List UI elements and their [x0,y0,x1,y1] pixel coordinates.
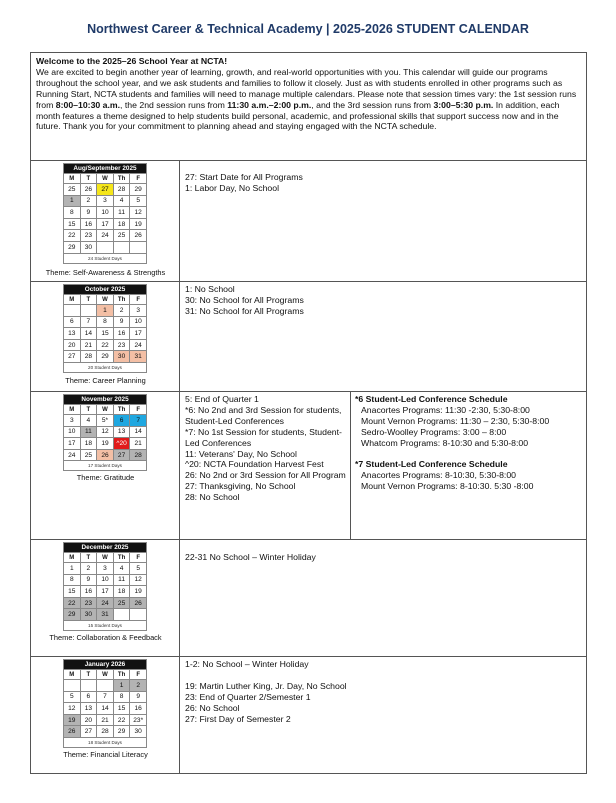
calendar-day [130,241,147,253]
month-theme: Theme: Career Planning [65,376,146,385]
calendar-day: 2 [80,195,97,207]
intro-box [30,52,587,161]
calendar-day: 19 [64,714,81,726]
calendar-day: 7 [80,316,97,328]
weekday-header: F [130,670,147,680]
calendar-day [64,680,81,692]
calendar-day: 17 [64,438,81,450]
calendar-day: 21 [80,339,97,351]
calendar-day [97,241,114,253]
calendar-day: 12 [97,426,114,438]
calendar-day: 18 [113,586,130,598]
calendar-day: 16 [113,328,130,340]
weekday-header: Th [113,670,130,680]
calendar-day: 2 [113,305,130,317]
calendar-day: 25 [113,230,130,242]
calendar-day: 17 [97,586,114,598]
calendar-day [64,305,81,317]
month-row-january [30,657,587,774]
conference-heading-7: *7 Student-Led Conference Schedule [355,459,508,470]
calendar-day: 16 [80,586,97,598]
calendar-day: 5 [130,195,147,207]
session-2-time: 11:30 a.m.–2:00 p.m. [227,99,312,110]
month-calendar-cell [31,540,180,656]
event-list [185,659,347,724]
page-title: Northwest Career & Technical Academy | 2025-2026 STUDENT CALENDAR [87,22,529,36]
calendar-day: 25 [80,449,97,461]
calendar-day: 26 [130,230,147,242]
calendar-day: 8 [113,691,130,703]
calendar-day: 21 [97,714,114,726]
calendar-day: 4 [113,563,130,575]
weekday-header: M [64,174,81,184]
calendar-day: 23 [80,230,97,242]
weekday-header: M [64,295,81,305]
calendar-day: 5* [97,415,114,427]
calendar-day: 23 [113,339,130,351]
student-days-count: 24 Student Days [64,253,147,263]
calendar-day: 31 [130,351,147,363]
schedule-line: Anacortes Programs: 11:30 -2:30, 5:30-8:00 [361,404,530,415]
calendar-day: 8 [64,207,81,219]
calendar-day: 13 [64,328,81,340]
event-item: *7: No 1st Session for students, Student-Led Conferences [185,426,342,448]
calendar-day: 26 [80,184,97,196]
student-days-count: 20 Student Days [64,362,147,372]
calendar-day: 16 [80,218,97,230]
calendar-day: 22 [64,597,81,609]
calendar-day: 28 [130,449,147,461]
schedule-line: Mount Vernon Programs: 11:30 – 2:30, 5:30-8:00 [361,415,550,426]
calendar-day: 2 [80,563,97,575]
calendar-day: 3 [97,195,114,207]
calendar-day: 19 [97,438,114,450]
calendar-day: 30 [113,351,130,363]
calendar-day [80,305,97,317]
month-theme: Theme: Gratitude [76,473,135,482]
calendar-day: 21 [130,438,147,450]
calendar-day: 22 [97,339,114,351]
event-item: 22-31 No School – Winter Holiday [185,552,316,562]
mini-calendar [63,394,147,471]
mini-calendar [63,163,147,264]
welcome-heading: Welcome to the 2025–26 School Year at NCTA! [36,56,228,66]
calendar-day: 15 [64,586,81,598]
calendar-day: 24 [130,339,147,351]
month-row-aug-sep [30,161,587,282]
month-row-october [30,282,587,392]
calendar-month-title: October 2025 [64,285,147,295]
month-theme: Theme: Collaboration & Feedback [49,633,162,642]
calendar-day: 24 [64,449,81,461]
calendar-day: 16 [130,703,147,715]
calendar-day: 25 [113,597,130,609]
conference-heading-6: *6 Student-Led Conference Schedule [355,394,508,404]
session-3-time: 3:00–5:30 p.m. [433,99,494,110]
calendar-day: 24 [97,597,114,609]
student-days-count: 17 Student Days [64,461,147,471]
calendar-day: 29 [64,241,81,253]
weekday-header: T [80,670,97,680]
calendar-day: 18 [113,218,130,230]
calendar-day: 11 [113,207,130,219]
student-days-count: 15 Student Days [64,620,147,630]
event-item: 31: No School for All Programs [185,305,304,316]
calendar-day: 29 [130,184,147,196]
event-list [185,172,303,194]
calendar-day: 24 [97,230,114,242]
calendar-day: 1 [97,305,114,317]
calendar-day: 3 [64,415,81,427]
calendar-day: 14 [97,703,114,715]
weekday-header: W [97,553,114,563]
calendar-day: 20 [64,339,81,351]
calendar-day: 27 [64,351,81,363]
month-row-november [30,392,587,540]
calendar-day: 12 [130,207,147,219]
schedule-line: Mount Vernon Programs: 8-10:30. 5:30 -8:00 [361,481,534,492]
month-row-december [30,540,587,657]
weekday-header: W [97,295,114,305]
calendar-day: 29 [97,351,114,363]
calendar-day: 8 [97,316,114,328]
event-item: 26: No 2nd or 3rd Session for All Program [185,470,346,481]
month-events-cell [180,392,586,539]
weekday-header: M [64,670,81,680]
calendar-day: 15 [113,703,130,715]
event-item: 27: Thanksgiving, No School [185,481,296,492]
weekday-header: Th [113,553,130,563]
calendar-day [113,609,130,621]
calendar-day: 7 [97,691,114,703]
calendar-day: 13 [80,703,97,715]
event-list [185,394,348,503]
calendar-day: 3 [130,305,147,317]
schedule-line: Sedro-Woolley Programs: 3:00 – 8:00 [361,426,507,437]
weekday-header: W [97,670,114,680]
weekday-header: M [64,405,81,415]
event-item: 5: End of Quarter 1 [185,394,259,404]
calendar-day: 14 [130,426,147,438]
month-calendar-cell [31,161,180,281]
calendar-day: 2 [130,680,147,692]
month-events-cell [180,657,586,773]
event-item: *6: No 2nd and 3rd Session for students, Student-Led Conferences [185,404,342,426]
conference-schedule [355,394,549,492]
calendar-day: 14 [80,328,97,340]
session-1-time: 8:00–10:30 a.m. [55,99,121,110]
calendar-day: 1 [113,680,130,692]
month-calendar-cell [31,657,180,773]
calendar-day: 10 [97,574,114,586]
calendar-day: 22 [113,714,130,726]
mini-calendar [63,284,147,373]
student-days-count: 18 Student Days [64,737,147,747]
month-theme: Theme: Financial Literacy [63,750,148,759]
calendar-day: 27 [80,726,97,738]
calendar-day: 17 [97,218,114,230]
mini-calendar [63,659,147,748]
event-item: 1: Labor Day, No School [185,182,280,193]
calendar-day: 12 [130,574,147,586]
event-item: 1: No School [185,284,235,294]
calendar-day: 27 [97,184,114,196]
calendar-month-title: January 2026 [64,660,147,670]
calendar-day: 30 [80,241,97,253]
calendar-day: 9 [113,316,130,328]
calendar-day: 8 [64,574,81,586]
event-item: 23: End of Quarter 2/Semester 1 [185,691,311,702]
weekday-header: Th [113,405,130,415]
weekday-header: T [80,295,97,305]
calendar-day: 15 [97,328,114,340]
calendar-day: 31 [97,609,114,621]
weekday-header: F [130,295,147,305]
weekday-header: T [80,405,97,415]
calendar-day: 19 [130,218,147,230]
weekday-header: Th [113,174,130,184]
calendar-day: 17 [130,328,147,340]
calendar-day: 6 [113,415,130,427]
calendar-day: 29 [113,726,130,738]
weekday-header: F [130,405,147,415]
event-item: 26: No School [185,702,240,713]
event-item: 30: No School for All Programs [185,294,304,305]
calendar-day: 18 [80,438,97,450]
calendar-month-title: November 2025 [64,395,147,405]
event-item: 19: Martin Luther King, Jr. Day, No School [185,680,347,691]
calendar-day: 6 [80,691,97,703]
calendar-day: ^20 [113,438,130,450]
weekday-header: F [130,553,147,563]
calendar-day: 26 [97,449,114,461]
month-events-cell [180,161,586,281]
calendar-day: 26 [130,597,147,609]
month-calendar-cell [31,282,180,391]
column-divider [350,392,351,539]
month-theme: Theme: Self-Awareness & Strengths [45,268,166,277]
calendar-day: 27 [113,449,130,461]
calendar-day: 28 [97,726,114,738]
intro-text-3: , and the 3rd session runs from [311,99,434,110]
event-list [185,552,316,563]
calendar-day: 10 [97,207,114,219]
calendar-day: 28 [113,184,130,196]
calendar-day: 5 [130,563,147,575]
mini-calendar [63,542,147,631]
calendar-day: 10 [64,426,81,438]
event-list [185,284,304,317]
month-calendar-cell [31,392,180,539]
event-item: 27: First Day of Semester 2 [185,713,291,724]
calendar-day: 5 [64,691,81,703]
calendar-day: 12 [64,703,81,715]
calendar-day: 26 [64,726,81,738]
weekday-header: F [130,174,147,184]
calendar-day: 11 [80,426,97,438]
schedule-line: Whatcom Programs: 8-10:30 and 5:30-8:00 [361,437,529,448]
calendar-day: 11 [113,574,130,586]
calendar-day: 19 [130,586,147,598]
calendar-day: 25 [64,184,81,196]
calendar-day: 9 [80,207,97,219]
calendar-day: 30 [80,609,97,621]
calendar-day: 30 [130,726,147,738]
calendar-day [80,680,97,692]
calendar-day: 22 [64,230,81,242]
intro-text-1: We are excited to begin another year of learning, growth, and real-world opportunities with you. This calendar will guide our programs throughout the school year, and we ask students and families to follow it closely. Just as with students enrolled in other programs such as Running Start, NCTA students and families will need to manage multiple calendars. Please note that session times vary: the 1st session runs from [36,66,577,110]
event-item: 27: Start Date for All Programs [185,172,303,182]
calendar-day: 13 [113,426,130,438]
calendar-day: 23* [130,714,147,726]
calendar-day: 29 [64,609,81,621]
event-item: 1-2: No School – Winter Holiday [185,659,309,669]
calendar-month-title: December 2025 [64,543,147,553]
calendar-day: 1 [64,563,81,575]
calendar-day: 6 [64,316,81,328]
intro-text-4: In addition, each month features a theme designed to help students build personal, academic, and professional skills that support success now and in the future. Thank you for your commitment to planning ahead and staying engaged with the NCTA schedule. [36,99,560,132]
calendar-day: 23 [80,597,97,609]
calendar-day: 28 [80,351,97,363]
weekday-header: M [64,553,81,563]
event-item: ^20: NCTA Foundation Harvest Fest [185,459,324,470]
month-events-cell [180,540,586,656]
weekday-header: Th [113,295,130,305]
calendar-day: 1 [64,195,81,207]
event-item: 28: No School [185,492,240,503]
weekday-header: W [97,174,114,184]
calendar-month-title: Aug/September 2025 [64,164,147,174]
month-events-cell [180,282,586,391]
weekday-header: T [80,174,97,184]
calendar-day: 3 [97,563,114,575]
calendar-day: 7 [130,415,147,427]
calendar-day [130,609,147,621]
calendar-day: 4 [80,415,97,427]
intro-text-2: , the 2nd session runs from [120,99,228,110]
calendar-day: 9 [80,574,97,586]
calendar-day: 15 [64,218,81,230]
calendar-day [113,241,130,253]
event-item: 11: Veterans' Day, No School [185,448,297,459]
calendar-day: 9 [130,691,147,703]
calendar-day [97,680,114,692]
calendar-day: 20 [80,714,97,726]
calendar-day: 10 [130,316,147,328]
weekday-header: W [97,405,114,415]
schedule-line: Anacortes Programs: 8-10:30, 5:30-8:00 [361,470,517,481]
calendar-day: 4 [113,195,130,207]
weekday-header: T [80,553,97,563]
